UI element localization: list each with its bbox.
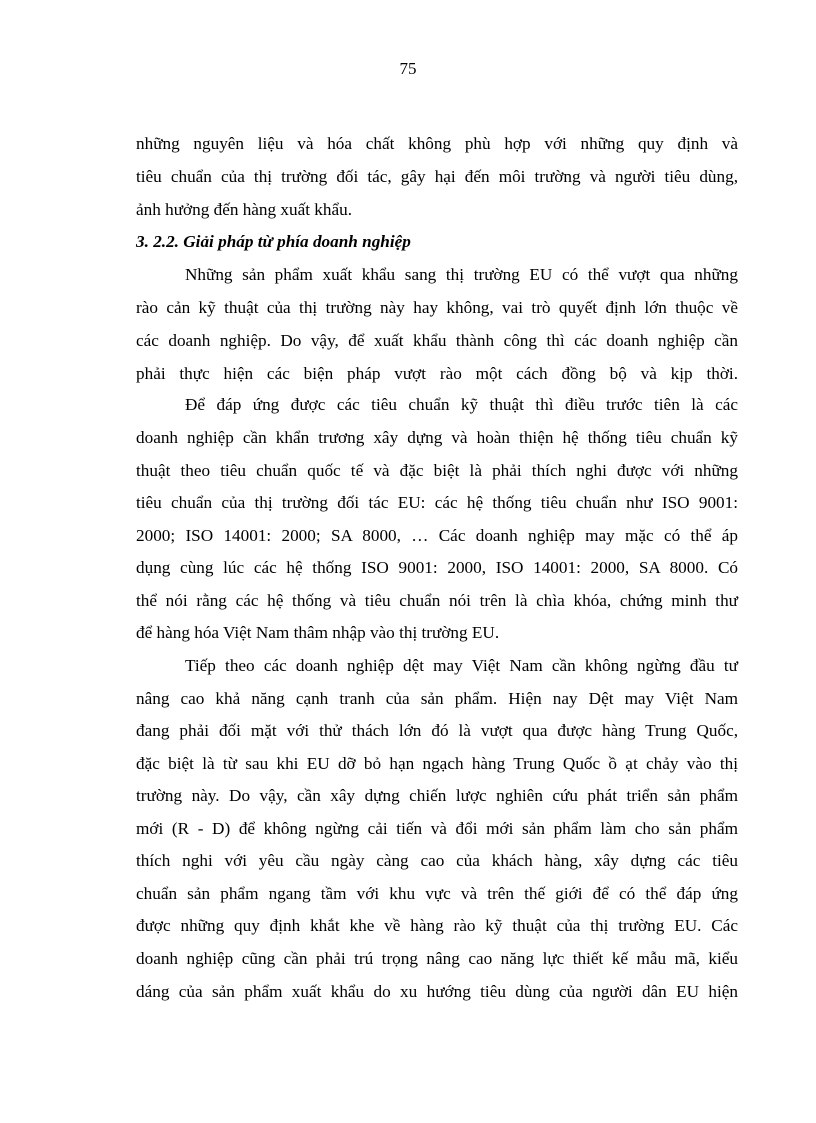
text-line: thích nghi với yêu cầu ngày càng cao của khách hàng, xây dựng các tiêu [136, 851, 738, 870]
text-line: mới (R - D) để không ngừng cải tiến và đổi mới sản phẩm làm cho sản phẩm [136, 819, 738, 838]
text-line: chuẩn sản phẩm ngang tầm với khu vực và trên thế giới để có thể đáp ứng [136, 884, 738, 903]
text-line: thể nói rằng các hệ thống và tiêu chuẩn nói trên là chìa khóa, chứng minh thư [136, 591, 738, 610]
text-line: ảnh hưởng đến hàng xuất khẩu. [136, 200, 353, 219]
text-line: Để đáp ứng được các tiêu chuẩn kỹ thuật thì điều trước tiên là các [185, 395, 738, 414]
text-line: nâng cao khả năng cạnh tranh của sản phẩm. Hiện nay Dệt may Việt Nam [136, 689, 738, 708]
text-line: dụng cùng lúc các hệ thống ISO 9001: 2000, ISO 14001: 2000, SA 8000. Có [136, 558, 738, 577]
text-line: đặc biệt là từ sau khi EU dỡ bỏ hạn ngạch hàng Trung Quốc ồ ạt chảy vào thị [136, 754, 738, 773]
text-line: được những quy định khắt khe về hàng rào kỹ thuật của thị trường EU. Các [136, 916, 738, 935]
text-line: các doanh nghiệp. Do vậy, để xuất khẩu thành công thì các doanh nghiệp cần [136, 331, 738, 350]
text-line: tiêu chuẩn của thị trường đối tác, gây hại đến môi trường và người tiêu dùng, [136, 167, 738, 186]
text-line: tiêu chuẩn của thị trường đối tác EU: các hệ thống tiêu chuẩn như ISO 9001: [136, 493, 738, 512]
page-number: 75 [399, 59, 417, 78]
text-line: dáng của sản phẩm xuất khẩu do xu hướng tiêu dùng của người dân EU hiện [136, 982, 738, 1001]
text-line: những nguyên liệu và hóa chất không phù hợp với những quy định và [136, 134, 738, 153]
text-line: 2000; ISO 14001: 2000; SA 8000, … Các doanh nghiệp may mặc có thể áp [136, 526, 738, 545]
text-line: thuật theo tiêu chuẩn quốc tế và đặc biệt là phải thích nghi được với những [136, 461, 738, 480]
section-heading: 3. 2.2. Giải pháp từ phía doanh nghiệp [136, 232, 411, 251]
text-line: đang phải đối mặt với thử thách lớn đó là vượt qua được hàng Trung Quốc, [136, 721, 738, 740]
text-line: để hàng hóa Việt Nam thâm nhập vào thị trường EU. [136, 623, 500, 642]
text-line: Tiếp theo các doanh nghiệp dệt may Việt Nam cần không ngừng đầu tư [185, 656, 738, 675]
text-line: doanh nghiệp cũng cần phải trú trọng nâng cao năng lực thiết kế mẫu mã, kiểu [136, 949, 738, 968]
text-line: Những sản phẩm xuất khẩu sang thị trường EU có thể vượt qua những [185, 265, 738, 284]
text-line: rào cản kỹ thuật của thị trường này hay không, vai trò quyết định lớn thuộc về [136, 298, 738, 317]
text-line: trường này. Do vậy, cần xây dựng chiến lược nghiên cứu phát triển sản phẩm [136, 786, 738, 805]
text-line: doanh nghiệp cần khẩn trương xây dựng và hoàn thiện hệ thống tiêu chuẩn kỹ [136, 428, 738, 447]
text-line: phải thực hiện các biện pháp vượt rào một cách đồng bộ và kịp thời. [136, 364, 738, 383]
